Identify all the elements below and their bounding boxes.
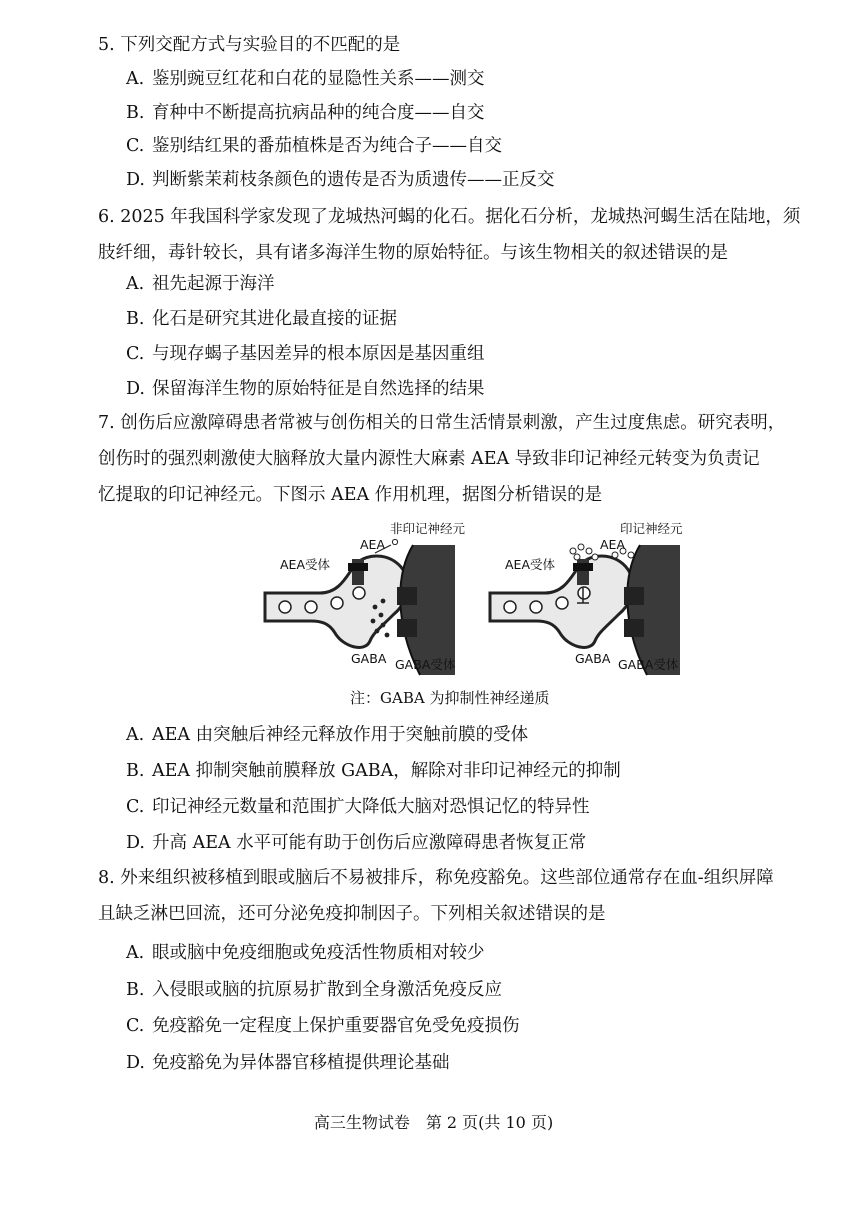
- option-text: 鉴别结红果的番茄植株是否为纯合子——自交: [152, 136, 502, 156]
- option-letter: B.: [126, 980, 145, 1000]
- left-aea-label: AEA: [360, 537, 385, 552]
- option-letter: A.: [126, 725, 145, 745]
- aea-receptor-left: [352, 559, 364, 585]
- question-text-line-2: 创伤时的强烈刺激使大脑释放大量内源性大麻素 AEA 导致非印记神经元转变为负责记: [98, 449, 760, 469]
- left-gaba-receptor-label: GABA受体: [395, 657, 456, 672]
- question-number: 6.: [98, 207, 115, 227]
- option-text: 印记神经元数量和范围扩大降低大脑对恐惧记忆的特异性: [152, 797, 590, 817]
- option-letter: B.: [126, 309, 145, 329]
- right-gaba-label: GABA: [575, 651, 611, 666]
- option-letter: D.: [126, 1053, 145, 1073]
- option-letter: C.: [126, 344, 145, 364]
- option-text: 鉴别豌豆红花和白花的显隐性关系——测交: [152, 69, 485, 89]
- question-5-option-b: [126, 100, 485, 126]
- question-text-line-2: 且缺乏淋巴回流，还可分泌免疫抑制因子。下列相关叙述错误的是: [98, 904, 606, 924]
- gaba-receptor-left: [397, 587, 417, 605]
- question-8-stem: [98, 860, 843, 932]
- option-letter: C.: [126, 1016, 145, 1036]
- vesicle: [556, 597, 568, 609]
- option-letter: C.: [126, 797, 145, 817]
- question-6-option-b: [126, 306, 397, 332]
- question-text: 下列交配方式与实验目的不匹配的是: [120, 35, 401, 55]
- option-text: 升高 AEA 水平可能有助于创伤后应激障碍患者恢复正常: [152, 833, 587, 853]
- option-letter: D.: [126, 170, 145, 190]
- left-neuron-label: 非印记神经元: [390, 521, 466, 536]
- page-footer: 高三生物试卷 第 2 页(共 10 页): [313, 1113, 554, 1132]
- question-7-option-d: [126, 830, 586, 856]
- option-text: 与现存蝎子基因差异的根本原因是基因重组: [152, 344, 485, 364]
- option-text: AEA 由突触后神经元释放作用于突触前膜的受体: [152, 725, 529, 745]
- aea-receptor-right: [577, 559, 589, 585]
- option-text: 免疫豁免一定程度上保护重要器官免受免疫损伤: [152, 1016, 520, 1036]
- option-text: 入侵眼或脑的抗原易扩散到全身激活免疫反应: [152, 980, 502, 1000]
- option-text: 判断紫茉莉枝条颜色的遗传是否为质遗传——正反交: [152, 170, 555, 190]
- question-number: 7.: [98, 413, 115, 433]
- question-number: 5.: [98, 35, 115, 55]
- question-text-line-1: 2025 年我国科学家发现了龙城热河蝎的化石。据化石分析，龙城热河蝎生活在陆地，须: [120, 207, 801, 227]
- option-text: 祖先起源于海洋: [152, 274, 275, 294]
- left-aea-receptor-label: AEA受体: [280, 557, 331, 572]
- option-letter: B.: [126, 103, 145, 123]
- question-text-line-1: 外来组织被移植到眼或脑后不易被排斥，称免疫豁免。这些部位通常存在血-组织屏障: [120, 868, 774, 888]
- right-aea-label: AEA: [600, 537, 625, 552]
- question-6-option-a: [126, 271, 275, 297]
- question-8-option-d: [126, 1050, 450, 1076]
- option-text: 化石是研究其进化最直接的证据: [152, 309, 397, 329]
- vesicle: [305, 601, 317, 613]
- gaba-receptor-right: [624, 587, 644, 605]
- vesicle: [331, 597, 343, 609]
- question-7-option-c: [126, 794, 590, 820]
- question-5-option-d: [126, 167, 555, 193]
- option-letter: C.: [126, 136, 145, 156]
- question-7-stem: [98, 405, 843, 513]
- option-letter: D.: [126, 833, 145, 853]
- option-text: 保留海洋生物的原始特征是自然选择的结果: [152, 379, 485, 399]
- vesicle: [504, 601, 516, 613]
- option-letter: B.: [126, 761, 145, 781]
- option-text: 育种中不断提高抗病品种的纯合度——自交: [152, 103, 485, 123]
- question-8-option-b: [126, 977, 502, 1003]
- option-letter: A.: [126, 943, 145, 963]
- question-text-line-3: 忆提取的印记神经元。下图示 AEA 作用机理，据图分析错误的是: [98, 485, 603, 505]
- question-8-option-a: [126, 940, 485, 966]
- option-letter: D.: [126, 379, 145, 399]
- vesicle: [353, 587, 365, 599]
- question-7-option-b: [126, 758, 621, 784]
- vesicle: [279, 601, 291, 613]
- aea-mechanism-figure: [255, 515, 695, 680]
- question-5-option-c: [126, 133, 502, 159]
- question-text-line-2: 肢纤细，毒针较长，具有诸多海洋生物的原始特征。与该生物相关的叙述错误的是: [98, 243, 728, 263]
- option-text: AEA 抑制突触前膜释放 GABA，解除对非印记神经元的抑制: [152, 761, 621, 781]
- vesicle: [530, 601, 542, 613]
- option-text: 免疫豁免为异体器官移植提供理论基础: [152, 1053, 450, 1073]
- question-5-option-a: [126, 66, 485, 92]
- right-aea-receptor-label: AEA受体: [505, 557, 556, 572]
- right-gaba-receptor-label: GABA受体: [618, 657, 679, 672]
- figure-note: 注：GABA 为抑制性神经递质: [350, 689, 550, 707]
- option-text: 眼或脑中免疫细胞或免疫活性物质相对较少: [152, 943, 485, 963]
- vesicle: [578, 587, 590, 599]
- question-number: 8.: [98, 868, 115, 888]
- question-8-option-c: [126, 1013, 520, 1039]
- option-letter: A.: [126, 274, 145, 294]
- option-letter: A.: [126, 69, 145, 89]
- question-text-line-1: 创伤后应激障碍患者常被与创伤相关的日常生活情景刺激，产生过度焦虑。研究表明，: [120, 413, 786, 433]
- question-6-stem: [98, 199, 843, 271]
- question-7-option-a: [126, 722, 528, 748]
- question-5-stem: [98, 27, 843, 63]
- question-6-option-d: [126, 376, 485, 402]
- right-neuron-label: 印记神经元: [620, 521, 683, 536]
- question-6-option-c: [126, 341, 485, 367]
- left-gaba-label: GABA: [351, 651, 387, 666]
